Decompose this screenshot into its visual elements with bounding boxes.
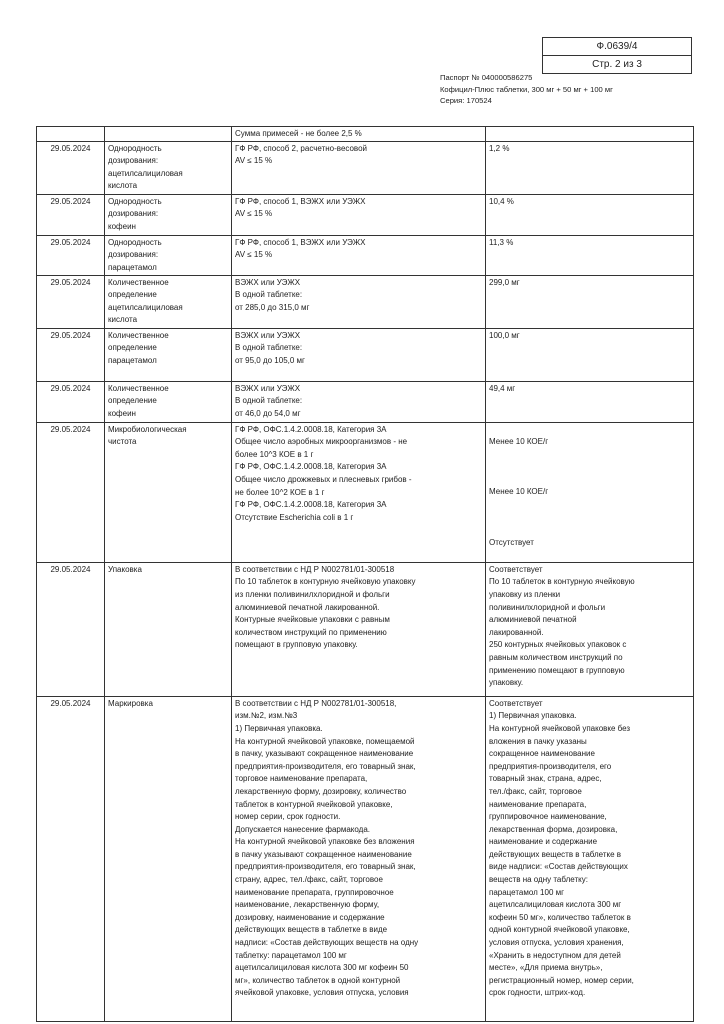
requirement-cell: В соответствии с НД Р N002781/01-300518, изм.№2, изм.№3 1) Первичная упаковка. На контурной ячейковой упаковке, помещаемой в пачку, указывают сокращенное наименование предприятия-производителя, его товарный знак, торговое наименование препарата, лекарственную форму, дозировку, количество таблеток в контурной ячейковой упаковке, номер серии, срок годности. Допускается нанесение фармакода. На контурной ячейковой упаковке без вложения в пачку указывают сокращенное наименование предприятия-производителя, его товарный знак, страну, адрес, тел./факс, сайт, торговое наименование препарата, группировочное наименование, лекарственную форму, дозировку, наименование и содержание действующих веществ в таблетке в виде надписи: «Состав действующих веществ на одну таблетку: парацетамол 100 мг ацетилсалициловая кислота 300 мг кофеин 50 мг», количество таблеток в одной контурной ячейковой упаковке, условия отпуска, условия — [232, 696, 486, 1021]
aerobic-count-result: Менее 10 КОЕ/г — [489, 437, 549, 447]
table-row — [37, 696, 694, 1021]
date-cell — [37, 127, 105, 142]
parameter-cell: Упаковка — [105, 562, 232, 696]
parameter-cell: Микробиологическая чистота — [105, 422, 232, 562]
date-cell: 29.05.2024 — [37, 141, 105, 194]
table-row — [37, 422, 694, 562]
form-code-box — [542, 37, 692, 74]
form-code: Ф.0639/4 — [596, 41, 638, 52]
parameter-cell: Количественное определение кофеин — [105, 381, 232, 422]
table-row — [37, 275, 694, 328]
result-cell: 1,2 % — [486, 141, 694, 194]
requirement-cell: Сумма примесей - не более 2,5 % — [232, 127, 486, 142]
requirement-cell: ГФ РФ, ОФС.1.4.2.0008.18, Категория 3А Общее число аэробных микроорганизмов - не более 10^3 КОЕ в 1 г ГФ РФ, ОФС.1.4.2.0008.18, Категория 3А Общее число дрожжевых и плесневых грибов - не более 10^2 КОЕ в 1 г ГФ РФ, ОФС.1.4.2.0008.18, Категория 3А Отсутствие Escherichia coli в 1 г — [232, 422, 486, 562]
requirement-cell: ГФ РФ, способ 2, расчетно-весовой AV ≤ 15 % — [232, 141, 486, 194]
result-cell: Соответствует 1) Первичная упаковка. На контурной ячейковой упаковке без вложения в пачку указаны сокращенное наименование предприятия-производителя, его товарный знак, страна, адрес, тел./факс, сайт, торговое наименование препарата, группировочное наименование, лекарственная форма, дозировка, наименование и содержание действующих веществ в таблетке в виде надписи: «Состав действующих веществ на одну таблетку: парацетамол 100 мг ацетилсалициловая кислота 300 мг кофеин 50 мг», количество таблеток в одной контурной ячейковой упаковке, условия отпуска, условия хранения, «Хранить в недоступном для детей месте», «Для приема внутрь», регистрационный номер, номер серии, срок годности, штрих-код. — [486, 696, 694, 1021]
result-cell: 10,4 % — [486, 194, 694, 235]
table-row — [37, 381, 694, 422]
date-cell: 29.05.2024 — [37, 275, 105, 328]
table-row — [37, 127, 694, 142]
parameter-cell: Количественное определение парацетамол — [105, 328, 232, 381]
date-cell: 29.05.2024 — [37, 235, 105, 275]
table-row — [37, 194, 694, 235]
yeast-mold-result: Менее 10 КОЕ/г — [489, 487, 549, 497]
parameter-cell: Количественное определение ацетилсалициловая кислота — [105, 275, 232, 328]
passport-header — [440, 72, 613, 107]
result-cell: 11,3 % — [486, 235, 694, 275]
date-cell: 29.05.2024 — [37, 696, 105, 1021]
product-name: Кофицил-Плюс таблетки, 300 мг + 50 мг + 100 мг — [440, 84, 613, 94]
table-row — [37, 328, 694, 381]
page-number: Стр. 2 из 3 — [543, 55, 691, 73]
series-number: Серия: 170524 — [440, 96, 492, 105]
date-cell: 29.05.2024 — [37, 328, 105, 381]
date-cell: 29.05.2024 — [37, 381, 105, 422]
table-row — [37, 141, 694, 194]
parameter-cell — [105, 127, 232, 142]
result-cell: 299,0 мг — [486, 275, 694, 328]
result-cell: 100,0 мг — [486, 328, 694, 381]
result-cell: Соответствует По 10 таблеток в контурную ячейковую упаковку из пленки поливинилхлоридной и фольги алюминиевой печатной лакированной. 250 контурных ячейковых упаковок с равным количеством инструкций по применению помещают в групповую упаковку. — [486, 562, 694, 696]
result-cell: 49,4 мг — [486, 381, 694, 422]
date-cell: 29.05.2024 — [37, 562, 105, 696]
requirement-cell: В соответствии с НД Р N002781/01-300518 По 10 таблеток в контурную ячейковую упаковку из пленки поливинилхлоридной и фольги алюминиевой печатной лакированной. Контурные ячейковые упаковки с равным количеством инструкций по применению помещают в групповую упаковку. — [232, 562, 486, 696]
passport-number: Паспорт № 040000586275 — [440, 73, 533, 82]
requirement-cell: ВЭЖХ или УЭЖХ В одной таблетке: от 285,0 до 315,0 мг — [232, 275, 486, 328]
result-cell — [486, 422, 694, 562]
parameter-cell: Маркировка — [105, 696, 232, 1021]
parameter-cell: Однородность дозирования: парацетамол — [105, 235, 232, 275]
table-row — [37, 235, 694, 275]
parameter-cell: Однородность дозирования: ацетилсалициловая кислота — [105, 141, 232, 194]
date-cell: 29.05.2024 — [37, 194, 105, 235]
ecoli-result: Отсутствует — [489, 537, 534, 547]
table-row — [37, 562, 694, 696]
requirement-cell: ГФ РФ, способ 1, ВЭЖХ или УЭЖХ AV ≤ 15 % — [232, 194, 486, 235]
requirement-cell: ГФ РФ, способ 1, ВЭЖХ или УЭЖХ AV ≤ 15 % — [232, 235, 486, 275]
requirement-cell: ВЭЖХ или УЭЖХ В одной таблетке: от 46,0 до 54,0 мг — [232, 381, 486, 422]
parameter-cell: Однородность дозирования: кофеин — [105, 194, 232, 235]
requirement-cell: ВЭЖХ или УЭЖХ В одной таблетке: от 95,0 до 105,0 мг — [232, 328, 486, 381]
date-cell: 29.05.2024 — [37, 422, 105, 562]
test-results-table — [36, 126, 694, 1022]
result-cell — [486, 127, 694, 142]
